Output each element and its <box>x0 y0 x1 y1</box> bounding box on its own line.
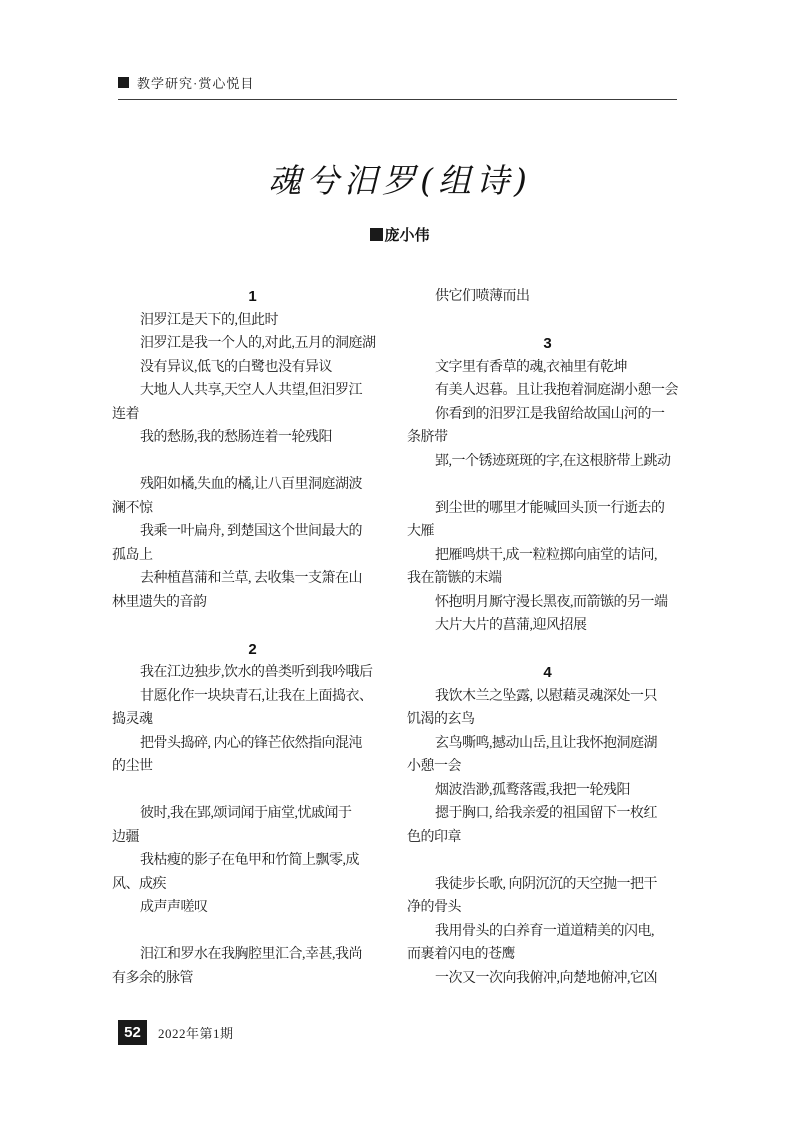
poem-line: 澜不惊 <box>112 500 153 516</box>
author-square-icon <box>370 228 383 241</box>
poem-line: 把雁鸣烘干,成一粒粒掷向庙堂的诘问, <box>435 547 657 563</box>
stanza-gap <box>407 473 688 497</box>
poem-line: 供它们喷薄而出 <box>435 289 530 304</box>
poem-line: 我枯瘦的影子在龟甲和竹简上飘零,成 <box>140 853 359 868</box>
header-divider <box>118 99 677 100</box>
poem-line: 我用骨头的白养育一道道精美的闪电, <box>435 923 654 939</box>
poem-title: 魂兮汨罗(组诗) <box>268 161 532 200</box>
poem-line: 汨罗江是我一个人的,对此,五月的洞庭湖 <box>140 336 376 351</box>
poem-line: 我的愁肠,我的愁肠连着一轮残阳 <box>140 430 332 445</box>
poem-line: 汨罗江是天下的,但此时 <box>140 312 278 328</box>
poem-line: 彼时,我在郢,颂词闻于庙堂,忧戚闻于 <box>140 806 352 821</box>
page-number-badge <box>118 1020 147 1045</box>
poem-line: 的尘世 <box>112 759 153 774</box>
author-name: 庞小伟 <box>384 227 430 244</box>
section-number: 1 <box>248 288 257 305</box>
poem-line: 你看到的汨罗江是我留给故国山河的一 <box>435 406 665 422</box>
stanza-gap <box>407 309 688 333</box>
poem-line: 大片大片的菖蒲,迎风招展 <box>435 618 587 633</box>
poem-line: 郢,一个锈迹斑斑的字,在这根脐带上跳动 <box>435 453 671 469</box>
poem-line: 色的印章 <box>407 829 461 845</box>
poem-line: 风、成疾 <box>112 876 166 892</box>
poem-line: 烟波浩渺,孤鹜落霞,我把一轮残阳 <box>435 782 630 798</box>
poem-line: 有多余的脉管 <box>112 970 193 986</box>
poem-line: 我在箭镞的末端 <box>407 571 502 586</box>
section-number: 3 <box>543 335 552 352</box>
stanza-gap <box>112 920 393 944</box>
poem-line: 净的骨头 <box>407 900 461 915</box>
poem-line: 到尘世的哪里才能喊回头顶一行逝去的 <box>435 500 665 516</box>
poem-line: 连着 <box>112 406 139 422</box>
page-number: 52 <box>124 1024 141 1041</box>
poem-line: 成声声嗟叹 <box>140 900 208 915</box>
journal-header <box>118 73 254 92</box>
poem-line: 条脐带 <box>407 430 448 445</box>
poem-line: 大地人人共享,天空人人共望,但汨罗江 <box>140 383 362 398</box>
poem-line: 而裹着闪电的苍鹰 <box>407 947 515 962</box>
header-category-label: 教学研究·赏心悦目 <box>137 76 255 91</box>
header-square-icon <box>118 77 129 88</box>
poem-column-right <box>407 285 688 990</box>
poem-line: 没有异议,低飞的白鹭也没有异议 <box>140 359 332 375</box>
poem-line: 我徒步长歌, 向阴沉沉的天空抛一把干 <box>435 876 657 892</box>
poem-line: 边疆 <box>112 829 139 845</box>
poem-line: 饥渴的玄鸟 <box>407 712 475 727</box>
stanza-gap <box>407 849 688 873</box>
stanza-gap <box>407 638 688 662</box>
stanza-gap <box>112 779 393 803</box>
poem-line: 玄鸟嘶鸣,撼动山岳,且让我怀抱洞庭湖 <box>435 735 657 751</box>
page-footer <box>118 1020 234 1045</box>
stanza-gap <box>112 614 393 638</box>
poem-line: 我乘一叶扁舟, 到楚国这个世间最大的 <box>140 524 362 539</box>
poem-line: 残阳如橘,失血的橘,让八百里洞庭湖波 <box>140 477 362 492</box>
poem-body <box>112 285 688 990</box>
stanza-gap <box>112 450 393 474</box>
poem-line: 大雁 <box>407 524 434 539</box>
poem-line: 甘愿化作一块块青石,让我在上面捣衣、 <box>140 688 373 704</box>
section-number: 2 <box>248 640 257 658</box>
poem-line: 去种植菖蒲和兰草, 去收集一支箫在山 <box>140 571 362 586</box>
poem-line: 小憩一会 <box>407 759 461 774</box>
poem-line: 把骨头捣碎, 内心的锋芒依然指向混沌 <box>140 735 362 751</box>
author-row <box>112 224 688 245</box>
poem-line: 怀抱明月厮守漫长黑夜,而箭镞的另一端 <box>435 594 668 610</box>
poem-line: 一次又一次向我俯冲,向楚地俯冲,它凶 <box>435 970 657 986</box>
poem-line: 文字里有香草的魂,衣袖里有乾坤 <box>435 359 627 375</box>
poem-line: 有美人迟暮。且让我抱着洞庭湖小憩一会 <box>435 383 678 398</box>
poem-line: 捣灵魂 <box>112 712 153 727</box>
poem-line: 摁于胸口, 给我亲爱的祖国留下一枚红 <box>435 806 657 821</box>
section-number: 4 <box>543 664 552 681</box>
poem-column-left <box>112 285 393 990</box>
poem-line: 汨江和罗水在我胸腔里汇合,幸甚,我尚 <box>140 947 362 962</box>
poem-line: 林里遗失的音韵 <box>112 594 207 610</box>
poem-line: 孤岛上 <box>112 547 153 563</box>
issue-label: 2022年第1期 <box>158 1026 234 1041</box>
poem-line: 我在江边独步,饮水的兽类听到我吟哦后 <box>140 665 373 680</box>
poem-line: 我饮木兰之坠露, 以慰藉灵魂深处一只 <box>435 688 657 704</box>
